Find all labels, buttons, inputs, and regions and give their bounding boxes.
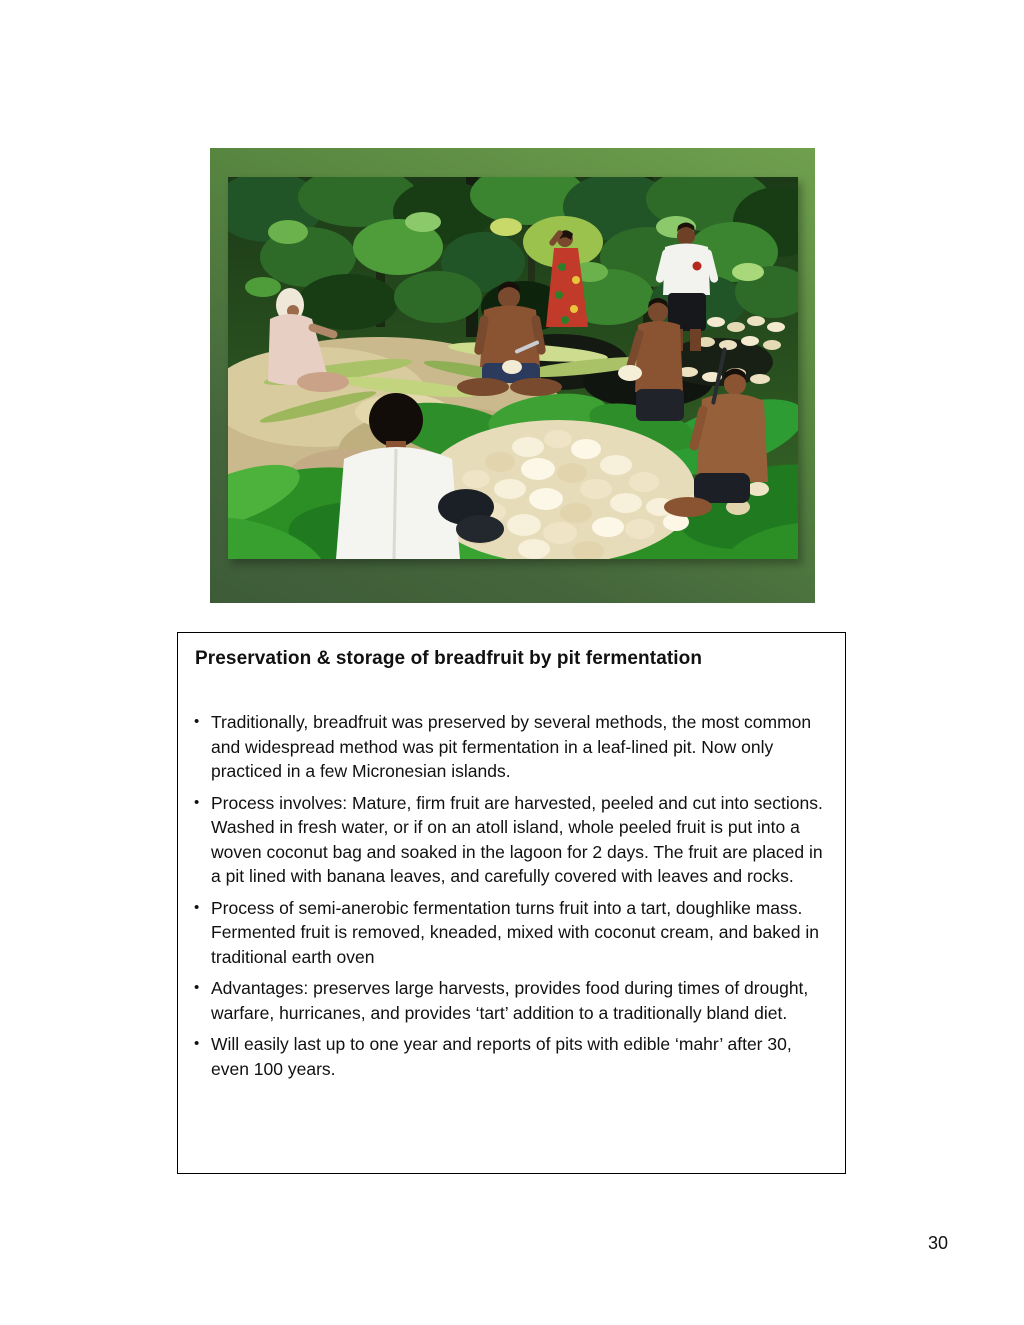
breadfruit-photo [228, 177, 798, 559]
notes-box [177, 632, 846, 1174]
bullet-text: Will easily last up to one year and reports of pits with edible ‘mahr’ after 30, even 100 years. [211, 1034, 792, 1079]
notes-bullets [194, 710, 825, 1081]
bullet-marker: • [194, 979, 200, 996]
bullet-item [194, 896, 825, 970]
bullet-text: Process of semi-anerobic fermentation turns fruit into a tart, doughlike mass. Fermented fruit is removed, kneaded, mixed with coconut cream, and baked in traditional earth oven [211, 897, 819, 967]
bullet-marker: • [194, 1035, 200, 1052]
bullet-marker: • [194, 713, 200, 730]
bullet-text: Advantages: preserves large harvests, provides food during times of drought, warfare, hurricanes, and provides ‘tart’ addition to a traditionally bland diet. [211, 978, 809, 1023]
bullet-item [194, 1032, 825, 1081]
notes-title: Preservation & storage of breadfruit by pit fermentation [195, 648, 703, 669]
bullet-item [194, 976, 825, 1025]
bullet-item [194, 710, 825, 784]
bullet-text: Traditionally, breadfruit was preserved by several methods, the most common and widespread method was pit fermentation in a leaf-lined pit. Now only practiced in a few Micronesian islands. [211, 712, 812, 781]
page-number: 30 [928, 1233, 949, 1253]
bullet-marker: • [194, 898, 200, 916]
bullet-marker: • [194, 793, 200, 811]
photo-frame [210, 148, 815, 603]
bullet-text: Process involves: Mature, firm fruit are harvested, peeled and cut into sections. Washed in fresh water, or if on an atoll island, whole peeled fruit is put into a woven coconut bag and soaked in the lagoon for 2 days. The fruit are placed in a pit lined with banana leaves, and carefully covered with leaves and rocks. [211, 792, 823, 886]
bullet-item [194, 791, 825, 889]
